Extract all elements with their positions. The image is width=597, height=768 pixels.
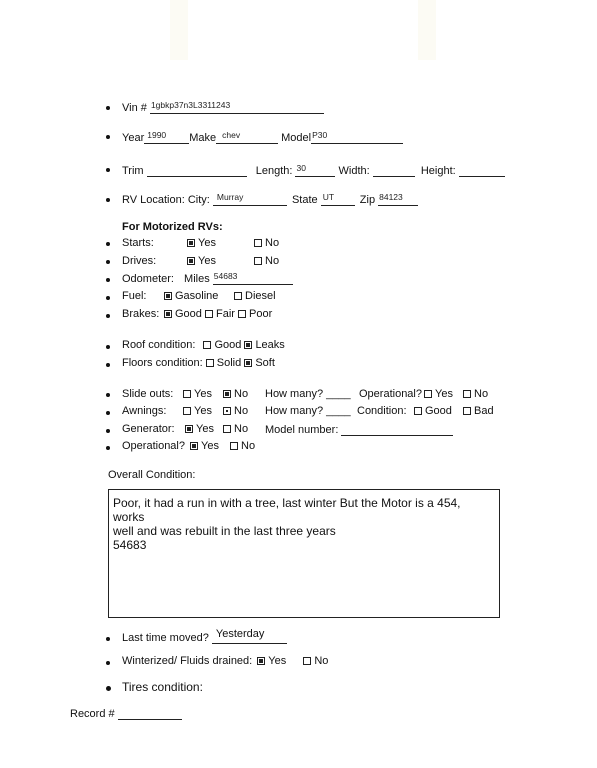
tires-condition-label: Tires condition:	[122, 680, 203, 694]
option-label: No	[474, 388, 489, 400]
checkbox-empty[interactable]	[254, 239, 262, 247]
checkbox-checked[interactable]	[244, 341, 252, 349]
awnings-good-option[interactable]	[414, 405, 452, 417]
vin-field[interactable]	[150, 101, 324, 114]
vin-label: Vin #	[122, 102, 147, 114]
bullet	[106, 198, 110, 202]
bullet	[106, 168, 110, 172]
location-row	[122, 193, 418, 206]
bullet	[106, 637, 110, 641]
option-label: Good	[175, 308, 202, 320]
model-field[interactable]	[311, 131, 403, 144]
option-label: Yes	[435, 388, 453, 400]
slide-operational-yes-option[interactable]	[424, 388, 453, 400]
year-make-model-row	[122, 131, 403, 144]
checkbox-checked[interactable]	[187, 239, 195, 247]
checkbox-empty[interactable]	[183, 407, 191, 415]
scan-artifact	[418, 0, 436, 60]
slide-operational-no-option[interactable]	[463, 388, 488, 400]
model-number-field[interactable]	[341, 423, 453, 436]
zip-value: 84123	[379, 192, 403, 202]
dimensions-row	[122, 164, 505, 177]
bullet	[106, 393, 110, 397]
location-label: RV Location: City:	[122, 194, 210, 206]
option-label: Good	[425, 405, 452, 417]
option-label: Bad	[474, 405, 494, 417]
option-label: No	[234, 388, 249, 400]
winterized-yes-option[interactable]	[257, 655, 286, 667]
roof-label: Roof condition:	[122, 339, 196, 351]
brakes-options	[164, 308, 272, 320]
roof-row	[122, 339, 285, 351]
vin-value: 1gbkp37n3L3311243	[150, 100, 231, 110]
awnings-no-option[interactable]	[223, 405, 248, 417]
checkbox-empty[interactable]	[205, 310, 213, 318]
height-field[interactable]	[459, 164, 505, 177]
checkbox-empty[interactable]	[183, 390, 191, 398]
last-moved-value: Yesterday	[215, 628, 265, 640]
awnings-yes-option[interactable]	[183, 405, 212, 417]
state-field[interactable]	[321, 193, 355, 206]
option-label: Diesel	[245, 290, 276, 302]
checkbox-empty[interactable]	[206, 359, 214, 367]
record-field[interactable]	[118, 707, 182, 720]
option-label: Yes	[196, 423, 214, 435]
bullet	[106, 686, 111, 691]
floors-soft-option[interactable]	[244, 357, 275, 369]
checkbox-empty[interactable]	[303, 657, 311, 665]
slide-how-many: How many? ____	[265, 388, 351, 400]
slide-label: Slide outs:	[122, 388, 174, 400]
checkbox-checked[interactable]	[164, 310, 172, 318]
awnings-condition-label: Condition:	[357, 405, 407, 417]
option-label: Fair	[215, 308, 235, 320]
state-label: State	[291, 194, 318, 206]
option-label: Leaks	[255, 339, 285, 351]
make-value: chev	[222, 130, 241, 140]
checkbox-empty[interactable]	[223, 425, 231, 433]
checkbox-checked[interactable]	[223, 407, 231, 415]
checkbox-empty[interactable]	[230, 442, 238, 450]
fuel-label: Fuel:	[122, 290, 147, 302]
bullet	[106, 314, 110, 318]
length-value: 30	[296, 163, 306, 173]
operational-label: Operational?	[122, 440, 185, 452]
year-value: 1990	[147, 130, 167, 140]
option-label: Yes	[198, 237, 216, 249]
miles-label: Miles	[184, 273, 210, 285]
length-label: Length:	[255, 165, 293, 177]
state-value: UT	[322, 192, 335, 202]
drives-no-option[interactable]	[254, 255, 279, 267]
bullet	[106, 363, 110, 367]
brakes-good-option[interactable]	[164, 308, 202, 320]
bullet	[106, 278, 110, 282]
make-field[interactable]	[216, 131, 278, 144]
option-label: Poor	[249, 308, 273, 320]
starts-label: Starts:	[122, 237, 154, 249]
bullet	[106, 135, 110, 139]
generator-yes-option[interactable]	[185, 423, 214, 435]
city-value: Murray	[216, 192, 244, 202]
odometer-row	[122, 272, 293, 285]
width-label: Width:	[338, 165, 370, 177]
fuel-gasoline-option[interactable]	[164, 290, 218, 302]
option-label: Soft	[255, 357, 275, 369]
checkbox-checked[interactable]	[257, 657, 265, 665]
floors-solid-option[interactable]	[206, 357, 241, 369]
starts-no-option[interactable]	[254, 237, 279, 249]
year-label: Year	[122, 132, 145, 144]
option-label: No	[265, 255, 280, 267]
floors-row	[122, 357, 275, 369]
bullet	[106, 296, 110, 300]
awnings-label: Awnings:	[122, 405, 167, 417]
miles-field[interactable]	[213, 272, 293, 285]
roof-good-option[interactable]	[203, 339, 241, 351]
model-value: P30	[312, 130, 328, 140]
generator-no-option[interactable]	[223, 423, 248, 435]
vin-row	[122, 101, 324, 114]
model-number-label: Model number:	[265, 424, 339, 436]
slide-no-option[interactable]	[223, 388, 248, 400]
model-label: Model	[281, 132, 312, 144]
option-label: No	[314, 655, 329, 667]
fuel-diesel-option[interactable]	[234, 290, 276, 302]
overall-condition-textarea[interactable]: Poor, it had a run in with a tree, last winter But the Motor is a 454, works well and was rebuilt in the last three years 54683	[108, 489, 500, 618]
year-field[interactable]	[144, 131, 189, 144]
operational-no-option[interactable]	[230, 440, 255, 452]
option-label: Yes	[194, 388, 212, 400]
bullet	[106, 260, 110, 264]
checkbox-empty[interactable]	[424, 390, 432, 398]
motorized-heading: For Motorized RVs:	[122, 221, 223, 233]
checkbox-checked[interactable]	[190, 442, 198, 450]
generator-label: Generator:	[122, 423, 175, 435]
bullet	[106, 345, 110, 349]
winterized-no-option[interactable]	[303, 655, 328, 667]
checkbox-empty[interactable]	[234, 292, 242, 300]
last-moved-field[interactable]	[212, 628, 287, 644]
bullet	[106, 429, 110, 433]
awnings-how-many: How many? ____	[265, 405, 351, 417]
checkbox-checked[interactable]	[244, 359, 252, 367]
height-label: Height:	[420, 165, 456, 177]
option-label: No	[241, 440, 256, 452]
option-label: Yes	[194, 405, 212, 417]
awnings-bad-option[interactable]	[463, 405, 494, 417]
starts-yes-option[interactable]	[187, 237, 216, 249]
bullet	[106, 446, 110, 450]
checkbox-checked[interactable]	[223, 390, 231, 398]
option-label: Solid	[216, 357, 242, 369]
record-row	[70, 707, 182, 720]
checkbox-empty[interactable]	[254, 257, 262, 265]
roof-leaks-option[interactable]	[244, 339, 284, 351]
overall-condition-label: Overall Condition:	[108, 469, 196, 481]
checkbox-empty[interactable]	[238, 310, 246, 318]
option-label: No	[234, 405, 249, 417]
brakes-poor-option[interactable]	[238, 308, 272, 320]
checkbox-empty[interactable]	[463, 407, 471, 415]
checkbox-empty[interactable]	[203, 341, 211, 349]
winterized-label: Winterized/ Fluids drained:	[122, 655, 253, 667]
bullet	[106, 661, 110, 665]
trim-field[interactable]	[147, 164, 247, 177]
drives-label: Drives:	[122, 255, 157, 267]
slide-yes-option[interactable]	[183, 388, 212, 400]
drives-yes-option[interactable]	[187, 255, 216, 267]
bullet	[106, 411, 110, 415]
last-moved-label: Last time moved?	[122, 632, 209, 644]
checkbox-checked[interactable]	[164, 292, 172, 300]
miles-value: 54683	[213, 271, 238, 281]
winterized-row	[122, 655, 328, 667]
floors-label: Floors condition:	[122, 357, 203, 369]
zip-field[interactable]	[378, 193, 418, 206]
model-number-row	[265, 423, 453, 436]
make-label: Make	[189, 132, 217, 144]
record-label: Record #	[70, 708, 115, 720]
option-label: No	[234, 423, 249, 435]
option-label: Gasoline	[175, 290, 219, 302]
length-field[interactable]	[295, 164, 335, 177]
slide-operational-label: Operational?	[359, 388, 422, 400]
brakes-label: Brakes:	[122, 308, 160, 320]
brakes-fair-option[interactable]	[205, 308, 235, 320]
bullet	[106, 242, 110, 246]
checkbox-checked[interactable]	[187, 257, 195, 265]
checkbox-empty[interactable]	[463, 390, 471, 398]
last-moved-row	[122, 628, 287, 644]
option-label: Yes	[268, 655, 287, 667]
option-label: Good	[214, 339, 242, 351]
odometer-label: Odometer:	[122, 273, 174, 285]
trim-label: Trim	[122, 165, 144, 177]
bullet	[106, 106, 110, 110]
zip-label: Zip	[359, 194, 376, 206]
option-label: No	[265, 237, 280, 249]
width-field[interactable]	[373, 164, 415, 177]
city-field[interactable]	[213, 193, 287, 206]
scan-artifact	[170, 0, 188, 60]
operational-yes-option[interactable]	[190, 440, 219, 452]
checkbox-empty[interactable]	[414, 407, 422, 415]
option-label: Yes	[201, 440, 219, 452]
checkbox-checked[interactable]	[185, 425, 193, 433]
option-label: Yes	[198, 255, 216, 267]
